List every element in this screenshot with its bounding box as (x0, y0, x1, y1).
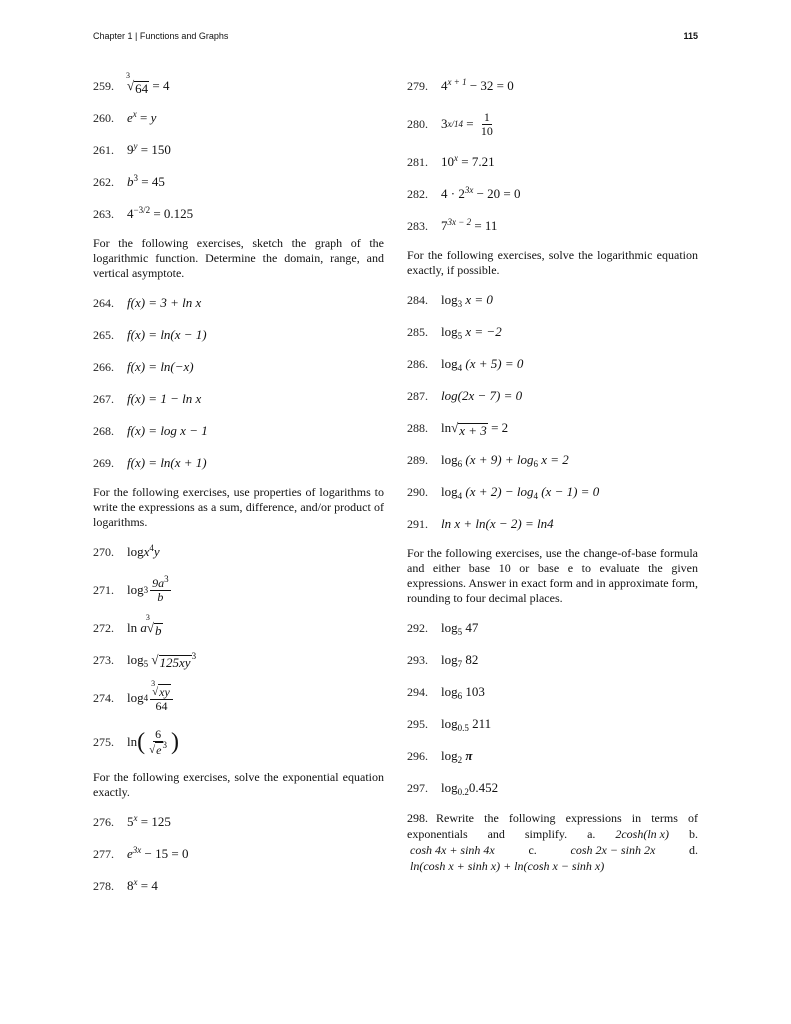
part-label-d: d. (688, 843, 698, 857)
exercise-number: 277. (93, 847, 114, 861)
exercise-number: 271. (93, 582, 114, 597)
log-fn: log (441, 716, 458, 731)
exponent: x (133, 877, 138, 887)
exercise-text: simplify. (524, 827, 568, 841)
exponent: x + 1 (447, 77, 467, 87)
denominator: b (157, 589, 164, 604)
numerator: 9a (152, 575, 165, 590)
part-label-a: a. (587, 827, 596, 841)
log-base: 6 (457, 459, 463, 469)
log-fn: log (441, 748, 458, 763)
exercise-268 (93, 421, 384, 441)
log-argument: 211 (468, 716, 492, 731)
log-base: 6 (533, 459, 538, 469)
exercise-number: 262. (93, 175, 114, 189)
base: 8 (127, 878, 134, 893)
exercise-271: 271. log 3 $\frac{9a^3}{b}$ (93, 573, 169, 604)
part-expression-d: ln(cosh x + sinh x) + ln(cosh x − sinh x) (410, 859, 605, 873)
base: 4 · 2 (441, 186, 465, 201)
left-paren: ( (137, 729, 146, 755)
exercise-number: 281. (407, 155, 428, 169)
exercise-number: 276. (93, 815, 114, 829)
square-root (151, 650, 191, 670)
expression: f(x) = ln(x + 1) (127, 455, 207, 470)
expression: ln x + ln(x − 2) = ln4 (441, 516, 554, 531)
log-fn: log (127, 544, 144, 559)
exponent: x/14 (447, 119, 463, 129)
log-fn: log (441, 324, 458, 339)
exercise-number: 286. (407, 357, 428, 371)
exponent: x (454, 153, 458, 163)
exercise-262 (93, 172, 384, 192)
exercise-number: 270. (93, 545, 114, 559)
expression-middle: (x + 9) + log (462, 452, 534, 467)
exercise-number: 290. (407, 485, 428, 499)
expression-middle: (x + 2) − log (462, 484, 534, 499)
log-argument: 47 (462, 620, 479, 635)
exponent: 3 (162, 739, 167, 750)
exercise-number: 287. (407, 389, 428, 403)
chapter-header: Chapter 1 | Functions and Graphs (93, 31, 229, 41)
expression: log(2x − 7) = 0 (441, 388, 523, 403)
denominator: 10 (480, 123, 493, 138)
equation-rest: = 11 (471, 218, 498, 233)
equation-rest: x = 2 (537, 452, 569, 467)
log-base: 2 (457, 755, 463, 765)
exercise-274: 274. log 4 3 √ xy 64 (93, 682, 384, 714)
exercise-number: 292. (407, 621, 428, 635)
radicand: e (156, 742, 162, 757)
base: 5 (127, 814, 134, 829)
equation-rest: x = 0 (462, 292, 493, 307)
exercise-293 (407, 650, 698, 670)
exercise-text: and (487, 827, 505, 841)
exercise-285 (407, 322, 698, 342)
exercise-297 (407, 778, 698, 798)
log-argument: 0.452 (468, 780, 499, 795)
exponent: 4 (149, 543, 154, 553)
expression: f(x) = ln(−x) (127, 359, 194, 374)
expression: f(x) = 1 − ln x (127, 391, 202, 406)
log-argument: 103 (462, 684, 485, 699)
exercise-294 (407, 682, 698, 702)
exercise-number: 283. (407, 219, 428, 233)
equals: = (136, 110, 151, 125)
ln-fn: ln (127, 734, 138, 749)
log-fn: log (441, 356, 458, 371)
log-argument: π (462, 748, 473, 763)
exercise-273 (93, 650, 384, 670)
exercise-278 (93, 876, 384, 896)
exercise-number: 296. (407, 749, 428, 763)
log-base: 5 (143, 659, 149, 669)
instructions-log-equations: For the following exercises, solve the logarithmic equation exactly, if possible. (407, 248, 698, 277)
log-base: 7 (457, 659, 463, 669)
equation-rest: = 2 (487, 420, 509, 435)
part-expression-b: cosh 4x + sinh 4x (410, 843, 495, 857)
log-fn: log (441, 484, 458, 499)
right-column (407, 76, 698, 874)
exercise-275 (93, 726, 384, 758)
radical-icon: √ (152, 685, 159, 698)
log-base: 0.2 (457, 787, 469, 797)
cube-root (126, 71, 149, 96)
base: e (127, 110, 133, 125)
exercise-number: 260. (93, 111, 114, 125)
log-fn: log (441, 292, 458, 307)
base: 4 (441, 78, 448, 93)
root-index: 3 (151, 678, 156, 688)
exercise-number: 291. (407, 517, 428, 531)
rhs: y (150, 110, 157, 125)
radicand: xy (159, 684, 170, 699)
ln-fn: ln (127, 620, 138, 635)
equation-rest: = 7.21 (458, 154, 495, 169)
fraction (147, 728, 169, 757)
log-fn: log (441, 620, 458, 635)
radicand: b (155, 623, 162, 638)
fraction (479, 111, 495, 138)
log-fn: log (441, 780, 458, 795)
expression: f(x) = ln(x − 1) (127, 327, 207, 342)
base: 3 (441, 116, 448, 131)
numerator: 1 (483, 109, 490, 124)
exercise-number: 278. (93, 879, 114, 893)
cube-root (145, 613, 163, 638)
exercise-277 (93, 844, 384, 864)
exercise-number: 298. (407, 811, 428, 825)
radical-icon: √ (146, 620, 155, 635)
exponent: x (133, 813, 138, 823)
exercise-number: 279. (407, 79, 428, 93)
exponent: 3 (164, 573, 169, 584)
exercise-287 (407, 386, 698, 406)
exercise-number: 268. (93, 424, 114, 438)
part-label-c: c. (528, 843, 537, 857)
equation-rest: = 4 (137, 878, 158, 893)
exercise-number: 273. (93, 653, 114, 667)
exponent: 3x (464, 185, 474, 195)
instructions-properties: For the following exercises, use properties of logarithms to write the expressions as a sum, difference, and/or product of logarithms. (93, 485, 384, 529)
expression: f(x) = 3 + ln x (127, 295, 202, 310)
base: e (127, 846, 133, 861)
log-argument: 82 (462, 652, 479, 667)
equation-rest: = 150 (137, 142, 171, 157)
exercise-number: 294. (407, 685, 428, 699)
expression: f(x) = log x − 1 (127, 423, 208, 438)
exercise-269 (93, 453, 384, 473)
exercise-280 (407, 108, 698, 140)
equation-rest: − 20 = 0 (473, 186, 521, 201)
log-base: 6 (457, 691, 463, 701)
exercise-284 (407, 290, 698, 310)
exercise-272 (93, 613, 384, 638)
exercise-number: 259. (93, 79, 114, 93)
part-expression-a: 2cosh(ln x) (615, 827, 670, 841)
fraction (150, 573, 171, 604)
log-base: 0.5 (457, 723, 469, 733)
exercise-265 (93, 325, 384, 345)
exercise-text: Rewrite the following expressions in terms of (436, 811, 698, 825)
log-base: 3 (457, 299, 463, 309)
exercise-292 (407, 618, 698, 638)
exponent: y (133, 141, 138, 151)
left-column (93, 71, 384, 908)
square-root (149, 742, 162, 757)
exercise-295 (407, 714, 698, 734)
base: 10 (441, 154, 454, 169)
exercise-296 (407, 746, 698, 766)
equation-rest: = 0.125 (150, 206, 194, 221)
exercise-number: 293. (407, 653, 428, 667)
exercise-number: 267. (93, 392, 114, 406)
exercise-number: 261. (93, 143, 114, 157)
exercise-number: 274. (93, 690, 114, 705)
exponent: 3x − 2 (447, 217, 472, 227)
exercise-279 (407, 76, 698, 96)
exercise-267 (93, 389, 384, 409)
exercise-288 (407, 418, 698, 438)
base: 7 (441, 218, 448, 233)
exercise-number: 263. (93, 207, 114, 221)
denominator: 64 (155, 698, 168, 713)
log-base: 5 (457, 627, 463, 637)
base: 4 (127, 206, 134, 221)
exercise-281 (407, 152, 698, 172)
exercise-266 (93, 357, 384, 377)
right-paren: ) (171, 729, 179, 755)
instructions-change-of-base: For the following exercises, use the change-of-base formula and either base 10 or base e to evaluate the given expressions. Answer in exact form and in approximate form, rounding to four decimal places. (407, 546, 698, 605)
equation-rest: (x + 5) = 0 (462, 356, 524, 371)
exercise-290 (407, 482, 698, 502)
log-base: 4 (457, 491, 463, 501)
log-base: 5 (457, 331, 463, 341)
exercise-270 (93, 542, 384, 562)
radicand: 125xy (159, 655, 191, 670)
exercise-number: 289. (407, 453, 428, 467)
exercise-number: 295. (407, 717, 428, 731)
exercise-260 (93, 108, 384, 128)
numerator: 6 (155, 726, 162, 741)
equation-rest: (x − 1) = 0 (537, 484, 600, 499)
exercise-283 (407, 216, 698, 236)
exercise-number: 275. (93, 734, 114, 749)
equals: = (463, 116, 477, 131)
exponent: x (132, 109, 137, 119)
exercise-text: exponentials (407, 827, 468, 841)
log-base: 4 (457, 363, 463, 373)
variable: x (143, 544, 150, 559)
log-fn: log (441, 684, 458, 699)
radical-icon: √ (151, 652, 159, 667)
exercise-number: 266. (93, 360, 114, 374)
exponent: 3x (132, 845, 142, 855)
variable: y (153, 544, 160, 559)
instructions-sketch: For the following exercises, sketch the graph of the logarithmic function. Determine the domain, range, and vertical asymptote. (93, 236, 384, 280)
exercise-286 (407, 354, 698, 374)
exercise-291 (407, 514, 698, 534)
exercise-289 (407, 450, 698, 470)
equation-rest: − 15 = 0 (141, 846, 189, 861)
part-label-b: b. (688, 827, 698, 841)
cube-root (151, 678, 171, 699)
exercise-number: 272. (93, 621, 114, 635)
equation-rest: − 32 = 0 (466, 78, 514, 93)
exercise-number: 265. (93, 328, 114, 342)
variable: a (140, 620, 147, 635)
exercise-263 (93, 204, 384, 224)
radicand: 64 (135, 81, 149, 96)
radical-icon: √ (451, 420, 459, 435)
fraction (150, 678, 173, 713)
root-index: 3 (145, 613, 150, 622)
page-number: 115 (683, 31, 698, 41)
exercise-282 (407, 184, 698, 204)
base: b (127, 174, 134, 189)
exercise-298 (407, 810, 698, 874)
exercise-261 (93, 140, 384, 160)
radical-icon: √ (149, 743, 156, 756)
part-expression-c: cosh 2x − sinh 2x (570, 843, 656, 857)
equation-rest: = 125 (137, 814, 171, 829)
exercise-259 (93, 71, 384, 96)
exercise-number: 288. (407, 421, 428, 435)
exponent: −3/2 (133, 205, 151, 215)
exercise-number: 297. (407, 781, 428, 795)
radicand: x + 3 (459, 423, 487, 438)
exercise-number: 280. (407, 116, 428, 131)
log-base: 4 (533, 491, 538, 501)
base: 9 (127, 142, 134, 157)
equation-rest: x = −2 (462, 324, 502, 339)
radical-icon: √ (127, 78, 135, 93)
log-fn: log (127, 690, 144, 705)
square-root (451, 418, 488, 438)
log-fn: log (441, 452, 458, 467)
equation-rest: = 45 (138, 174, 165, 189)
exponent: 3 (133, 173, 138, 183)
ln-fn: ln (441, 420, 452, 435)
log-fn: log (441, 652, 458, 667)
instructions-exponential: For the following exercises, solve the exponential equation exactly. (93, 770, 384, 799)
log-fn: log (127, 582, 144, 597)
root-index: 3 (126, 71, 130, 80)
equation-rest: = 4 (149, 78, 170, 93)
log-fn: log (127, 652, 144, 667)
exponent: 3 (191, 651, 197, 661)
exercise-number: 264. (93, 296, 114, 310)
exercise-276 (93, 812, 384, 832)
exercise-number: 284. (407, 293, 428, 307)
exercise-number: 269. (93, 456, 114, 470)
exercise-number: 282. (407, 187, 428, 201)
exercise-264 (93, 293, 384, 313)
exercise-number: 285. (407, 325, 428, 339)
